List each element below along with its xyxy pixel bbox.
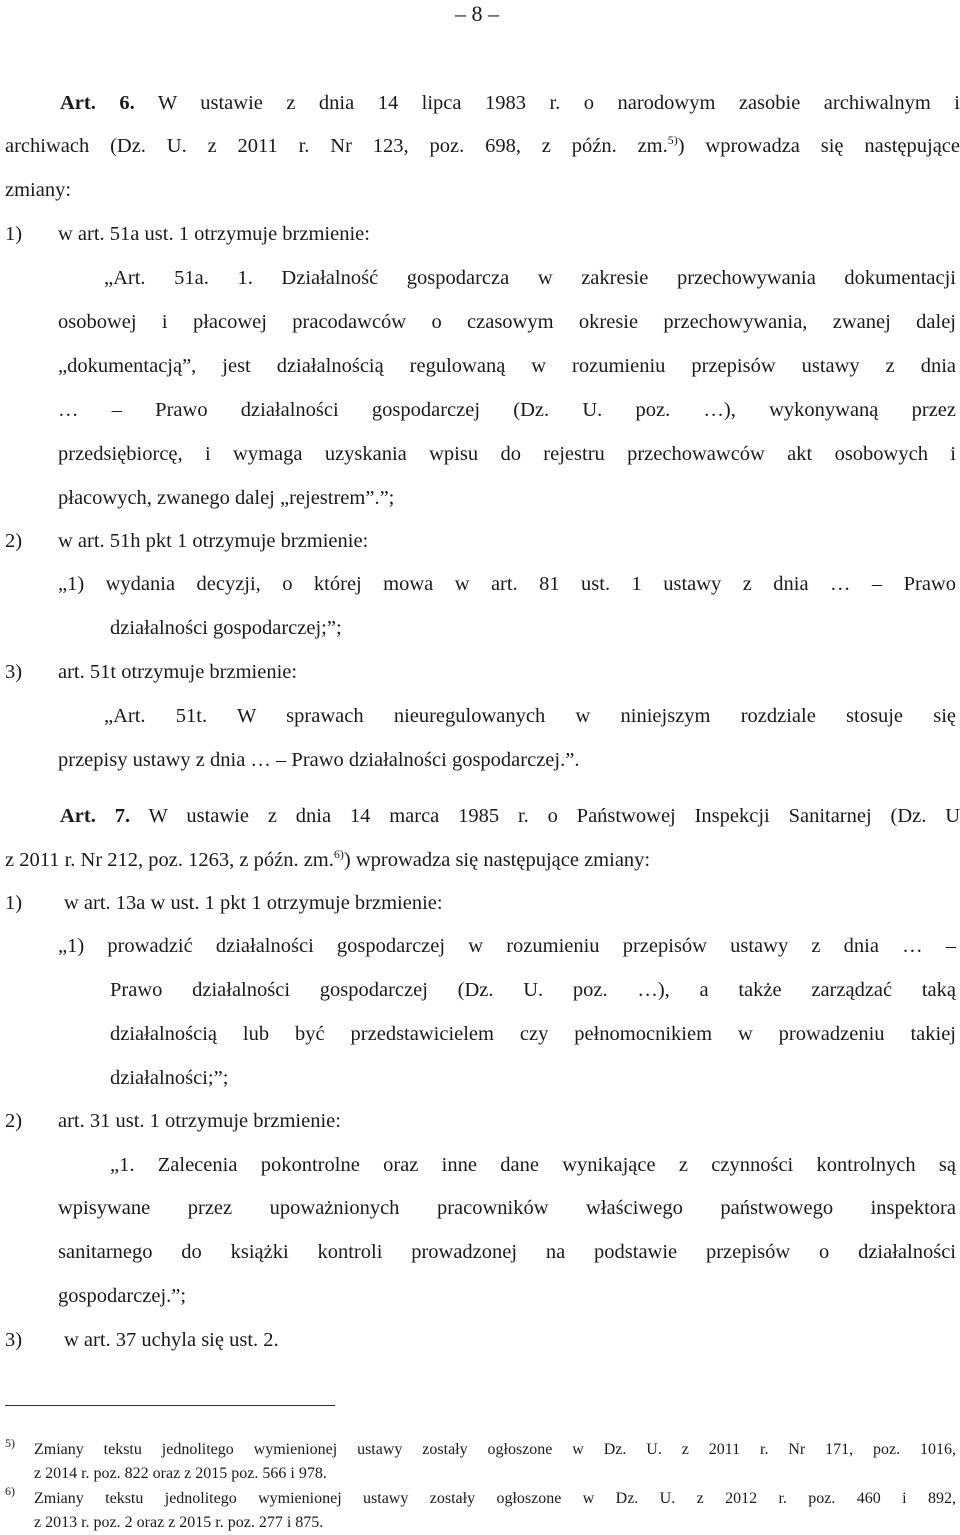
art6-quote-3-line-1: „Art. 51t. W sprawach nieuregulowanych w niniejszym rozdziale stosuje się xyxy=(104,705,956,727)
art7-item-3-text: w art. 37 uchyla się ust. 2. xyxy=(64,1329,279,1351)
footnote-6-number: 6) xyxy=(5,1484,15,1498)
art6-item-3-text: art. 51t otrzymuje brzmienie: xyxy=(58,661,298,683)
art6-intro-text-1: W ustawie z dnia 14 lipca 1983 r. o narodowym zasobie archiwalnym i xyxy=(157,92,960,114)
art7-intro-text-2a: z 2011 r. Nr 212, poz. 1263, z późn. zm. xyxy=(5,849,334,871)
art6-quote-1-line-1: „Art. 51a. 1. Działalność gospodarcza w zakresie przechowywania dokumentacji xyxy=(104,267,956,289)
footnote-separator xyxy=(5,1405,335,1406)
art6-quote-1-line-4: … – Prawo działalności gospodarczej (Dz. U. poz. …), wykonywaną przez xyxy=(58,399,956,421)
art6-intro-line-3: zmiany: xyxy=(5,179,72,201)
art7-quote-1-line-2: Prawo działalności gospodarczej (Dz. U. poz. …), a także zarządzać taką xyxy=(110,979,956,1001)
art6-quote-1-line-5: przedsiębiorcę, i wymaga uzyskania wpisu do rejestru przechowawców akt osobowych i xyxy=(58,443,956,465)
art6-intro-text-2b: ) wprowadza się następujące xyxy=(677,135,960,157)
art7-intro-text-2b: ) wprowadza się następujące zmiany: xyxy=(343,849,651,871)
art6-quote-1-line-2: osobowej i płacowej pracodawców o czasowym okresie przechowywania, zwanej dalej xyxy=(58,311,956,333)
footnote-ref-6: 6) xyxy=(333,847,344,861)
art7-intro-text-1: W ustawie z dnia 14 marca 1985 r. o Państwowej Inspekcji Sanitarnej (Dz. U xyxy=(148,805,960,827)
footnote-5-line-1: Zmiany tekstu jednolitego wymienionej ustawy zostały ogłoszone w Dz. U. z 2011 r. Nr 171, poz. 1016, xyxy=(34,1441,956,1458)
footnote-5-line-2: z 2014 r. poz. 822 oraz z 2015 poz. 566 i 978. xyxy=(34,1465,327,1482)
footnote-6-line-1: Zmiany tekstu jednolitego wymienionej ustawy zostały ogłoszone w Dz. U. z 2012 r. poz. 460 i 892, xyxy=(34,1490,956,1507)
footnote-5-number: 5) xyxy=(5,1436,15,1450)
art6-intro-line-1 xyxy=(60,91,960,115)
art6-quote-2-line-2: działalności gospodarczej;”; xyxy=(110,617,342,639)
art7-quote-1-line-3: działalnością lub być przedstawicielem czy pełnomocnikiem w prowadzeniu takiej xyxy=(110,1023,956,1045)
footnote-6-line-2: z 2013 r. poz. 2 oraz z 2015 r. poz. 277 i 875. xyxy=(34,1514,324,1531)
art6-quote-2-line-1: „1) wydania decyzji, o której mowa w art. 81 ust. 1 ustawy z dnia … – Prawo xyxy=(58,573,956,595)
art7-item-2-text: art. 31 ust. 1 otrzymuje brzmienie: xyxy=(58,1110,341,1132)
art6-intro-line-2 xyxy=(5,134,960,158)
page-number: – 8 – xyxy=(455,1,499,26)
art7-quote-1-line-4: działalności;”; xyxy=(110,1067,229,1089)
art6-quote-3-line-2: przepisy ustawy z dnia … – Prawo działalności gospodarczej.”. xyxy=(58,749,580,771)
art6-label: Art. 6. xyxy=(60,92,135,114)
art7-item-3-number: 3) xyxy=(5,1329,23,1351)
art7-intro-line-1 xyxy=(60,804,960,828)
art6-quote-1-line-3: „dokumentacją”, jest działalnością regulowaną w rozumieniu przepisów ustawy z dnia xyxy=(58,355,956,377)
art6-quote-1-line-6: płacowych, zwanego dalej „rejestrem”.”; xyxy=(58,487,395,509)
art7-quote-2-line-1: „1. Zalecenia pokontrolne oraz inne dane wynikające z czynności kontrolnych są xyxy=(110,1154,956,1176)
art6-item-2-text: w art. 51h pkt 1 otrzymuje brzmienie: xyxy=(58,530,369,552)
art6-item-3-number: 3) xyxy=(5,661,23,683)
art7-item-1-number: 1) xyxy=(5,892,23,914)
footnote-ref-5: 5) xyxy=(667,133,678,147)
art6-item-1-text: w art. 51a ust. 1 otrzymuje brzmienie: xyxy=(58,223,370,245)
art7-quote-2-line-3: sanitarnego do książki kontroli prowadzonej na podstawie przepisów o działalności xyxy=(58,1241,956,1263)
art6-item-1-number: 1) xyxy=(5,223,23,245)
art7-label: Art. 7. xyxy=(60,805,131,827)
art7-item-2-number: 2) xyxy=(5,1110,23,1132)
art6-intro-text-2a: archiwach (Dz. U. z 2011 r. Nr 123, poz. 698, z późn. zm. xyxy=(5,135,668,157)
art7-quote-1-line-1: „1) prowadzić działalności gospodarczej w rozumieniu przepisów ustawy z dnia … – xyxy=(58,935,956,957)
art7-intro-line-2 xyxy=(5,848,650,872)
art7-item-1-text: w art. 13a w ust. 1 pkt 1 otrzymuje brzmienie: xyxy=(64,892,443,914)
art7-quote-2-line-2: wpisywane przez upoważnionych pracowników właściwego państwowego inspektora xyxy=(58,1197,956,1219)
art6-item-2-number: 2) xyxy=(5,530,23,552)
art7-quote-2-line-4: gospodarczej.”; xyxy=(58,1285,187,1307)
